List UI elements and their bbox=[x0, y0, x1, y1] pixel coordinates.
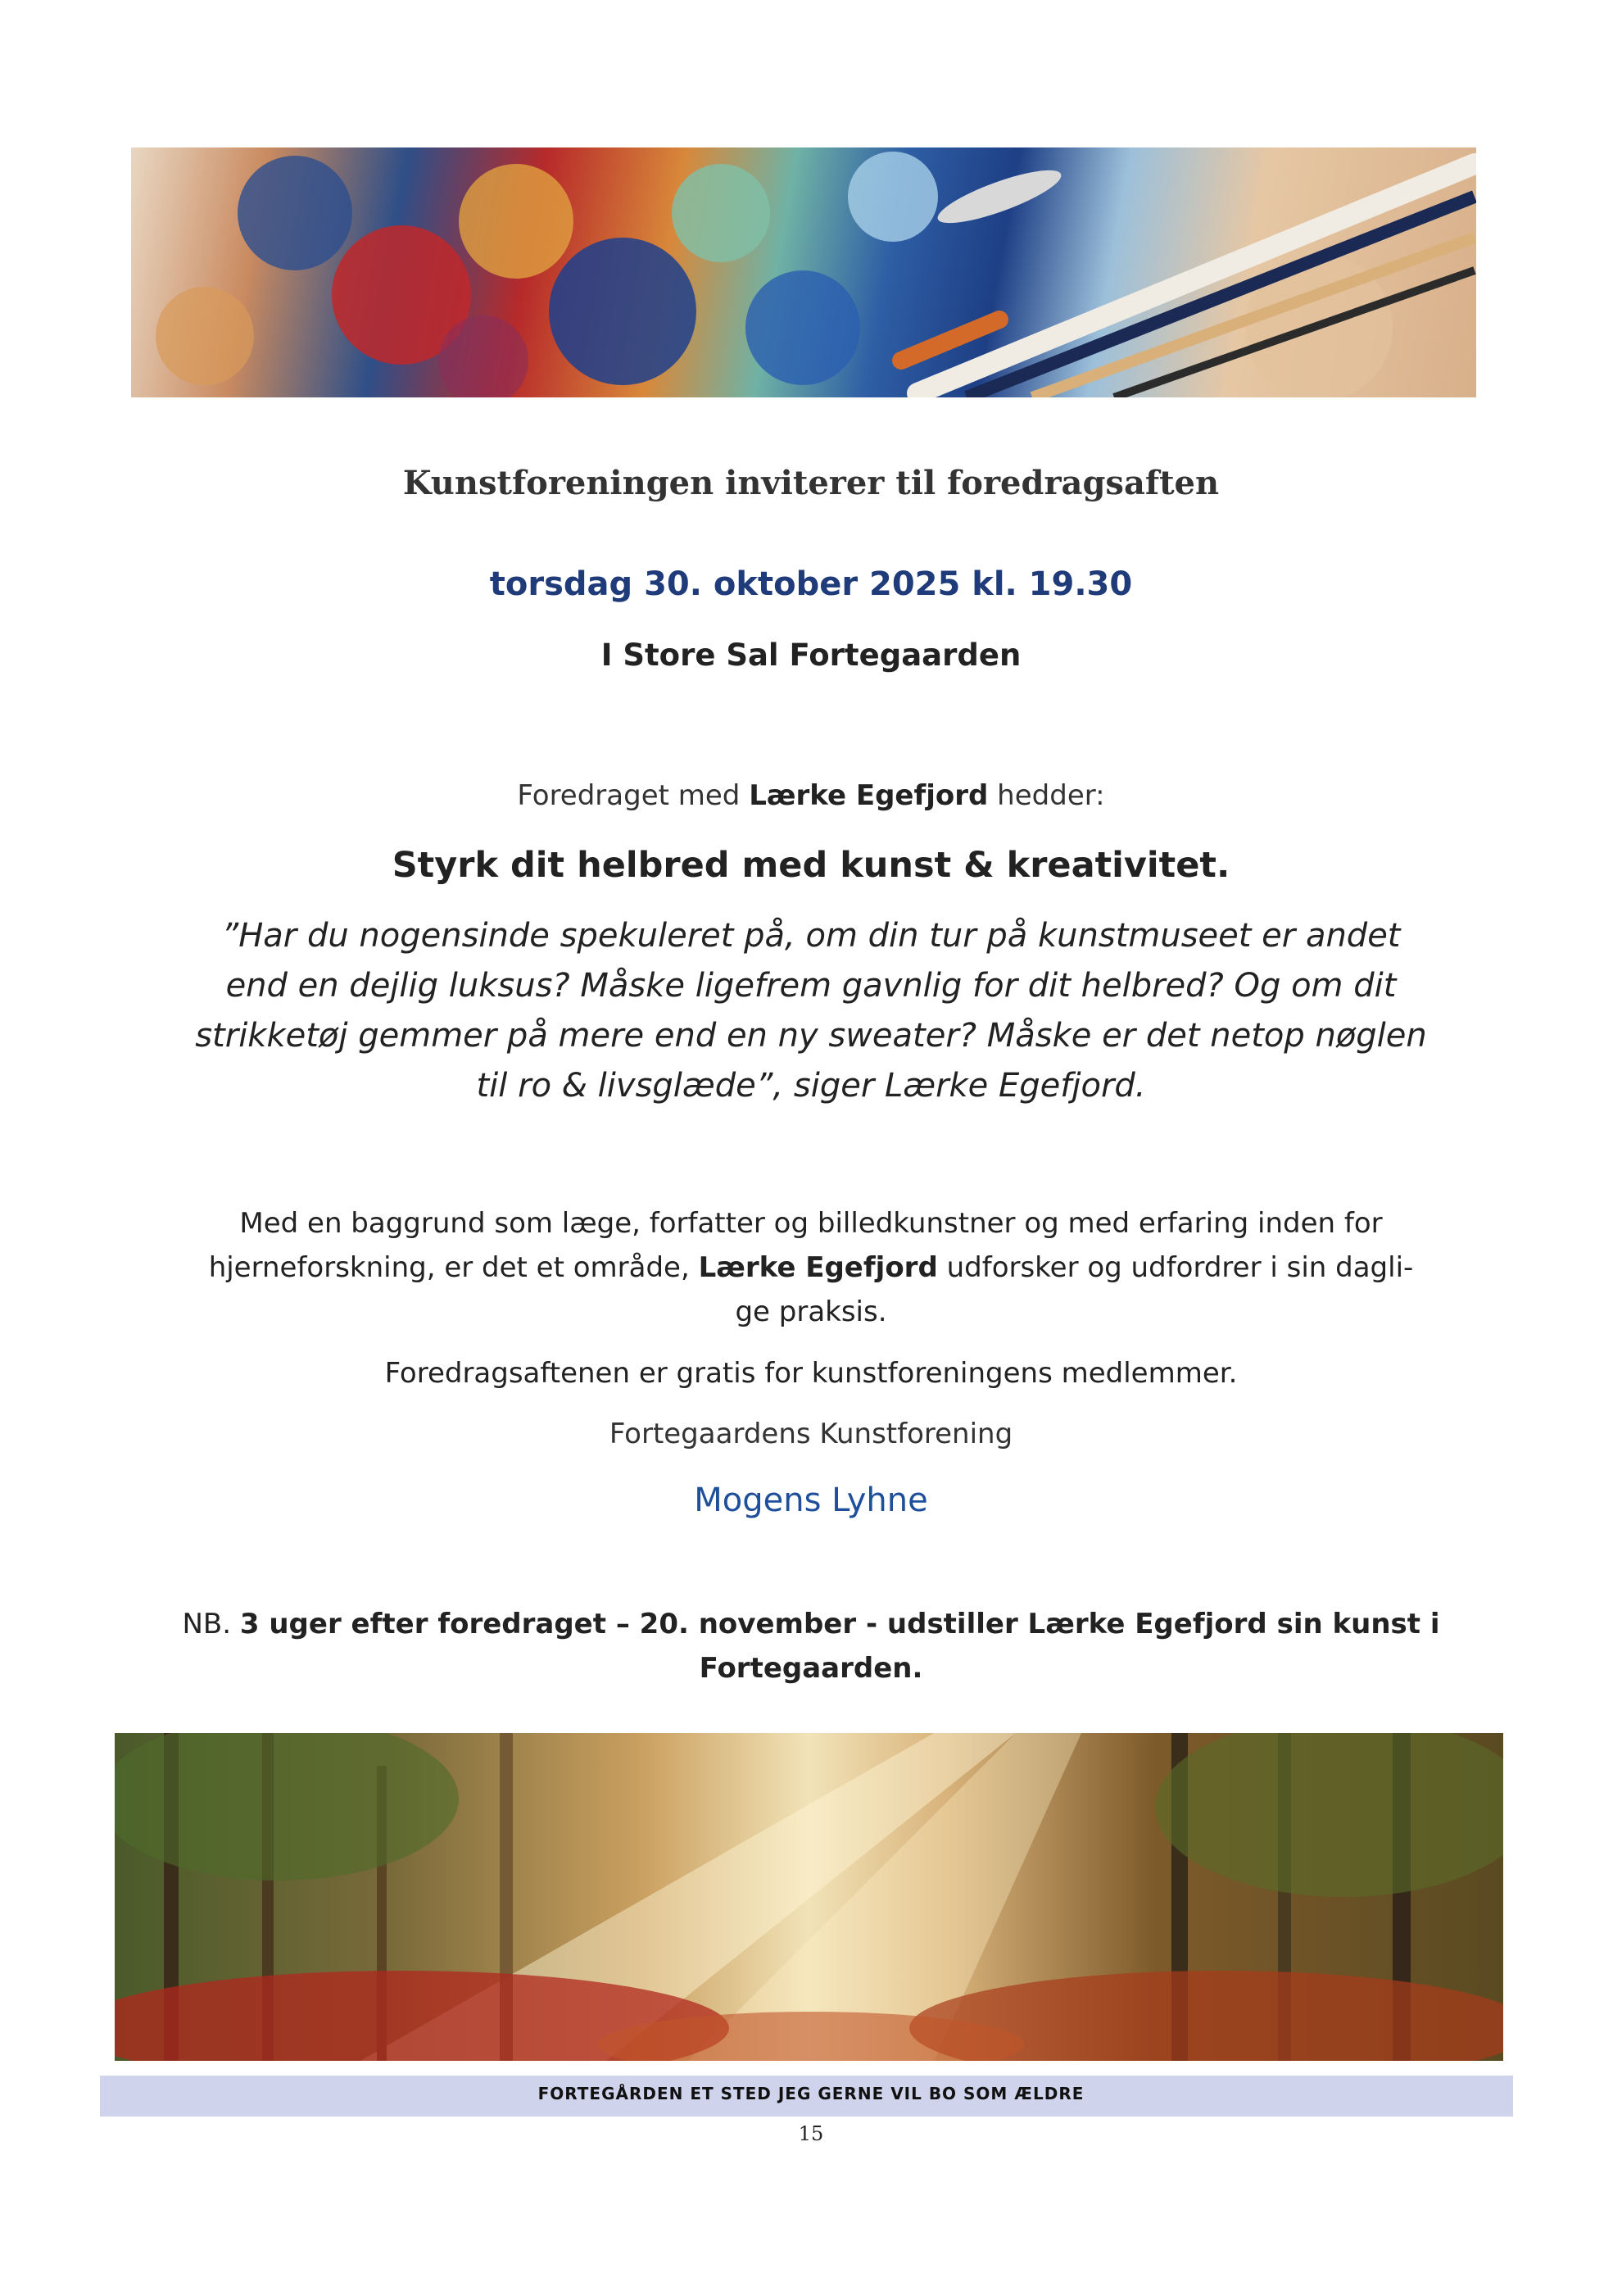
lecture-title: Styrk dit helbred med kunst & kreativitet. bbox=[392, 845, 1230, 886]
bio-line-text: udforsker og udfordrer i sin dagli- bbox=[937, 1251, 1414, 1284]
bio-line: Med en baggrund som læge, forfatter og billedkunstner og med erfaring inden for bbox=[239, 1207, 1383, 1240]
lecture-intro-after: hedder: bbox=[988, 779, 1105, 812]
speaker-quote bbox=[156, 911, 1466, 1111]
quote-line: strikketøj gemmer på mere end en ny sweater? Måske er det netop nøglen bbox=[195, 1017, 1427, 1055]
page-number: 15 bbox=[798, 2122, 824, 2145]
nb-line: Fortegaarden. bbox=[699, 1652, 923, 1685]
quote-line: end en dejlig luksus? Måske ligefrem gavnlig for dit helbred? Og om dit bbox=[225, 967, 1397, 1005]
speaker-bio bbox=[156, 1201, 1466, 1334]
invite-title: Kunstforeningen inviterer til foredragsaften bbox=[402, 464, 1220, 502]
nb-prefix: NB. bbox=[182, 1608, 240, 1640]
bio-line: ge praksis. bbox=[735, 1295, 887, 1328]
free-admission-note: Foredragsaftenen er gratis for kunstforeningens medlemmer. bbox=[384, 1357, 1238, 1390]
footer-text: FORTEGÅRDEN ET STED JEG GERNE VIL BO SOM ÆLDRE bbox=[537, 2084, 1085, 2103]
quote-line: ”Har du nogensinde spekuleret på, om din tur på kunstmuseet er andet bbox=[221, 917, 1401, 955]
nb-line bbox=[156, 1602, 1466, 1646]
bio-line bbox=[156, 1246, 1466, 1290]
event-date-time: torsdag 30. oktober 2025 kl. 19.30 bbox=[489, 565, 1133, 603]
bio-line-text: hjerneforskning, er det et område, bbox=[208, 1251, 699, 1284]
event-venue: I Store Sal Fortegaarden bbox=[600, 638, 1022, 673]
speaker-name: Lærke Egefjord bbox=[749, 779, 989, 812]
nb-line-text: 3 uger efter foredraget – 20. november - udstiller Lærke Egefjord sin kunst i bbox=[239, 1608, 1440, 1640]
signature-name: Mogens Lyhne bbox=[694, 1482, 928, 1519]
quote-line: til ro & livsglæde”, siger Lærke Egefjord. bbox=[476, 1067, 1146, 1105]
lecture-intro-before: Foredraget med bbox=[517, 779, 750, 812]
autumn-forest-image bbox=[115, 1733, 1503, 2061]
bio-speaker-name: Lærke Egefjord bbox=[698, 1251, 938, 1284]
lecture-intro bbox=[0, 779, 1622, 812]
association-name: Fortegaardens Kunstforening bbox=[609, 1418, 1013, 1450]
palette-painting-image bbox=[131, 147, 1476, 397]
nb-exhibition-note bbox=[156, 1602, 1466, 1690]
